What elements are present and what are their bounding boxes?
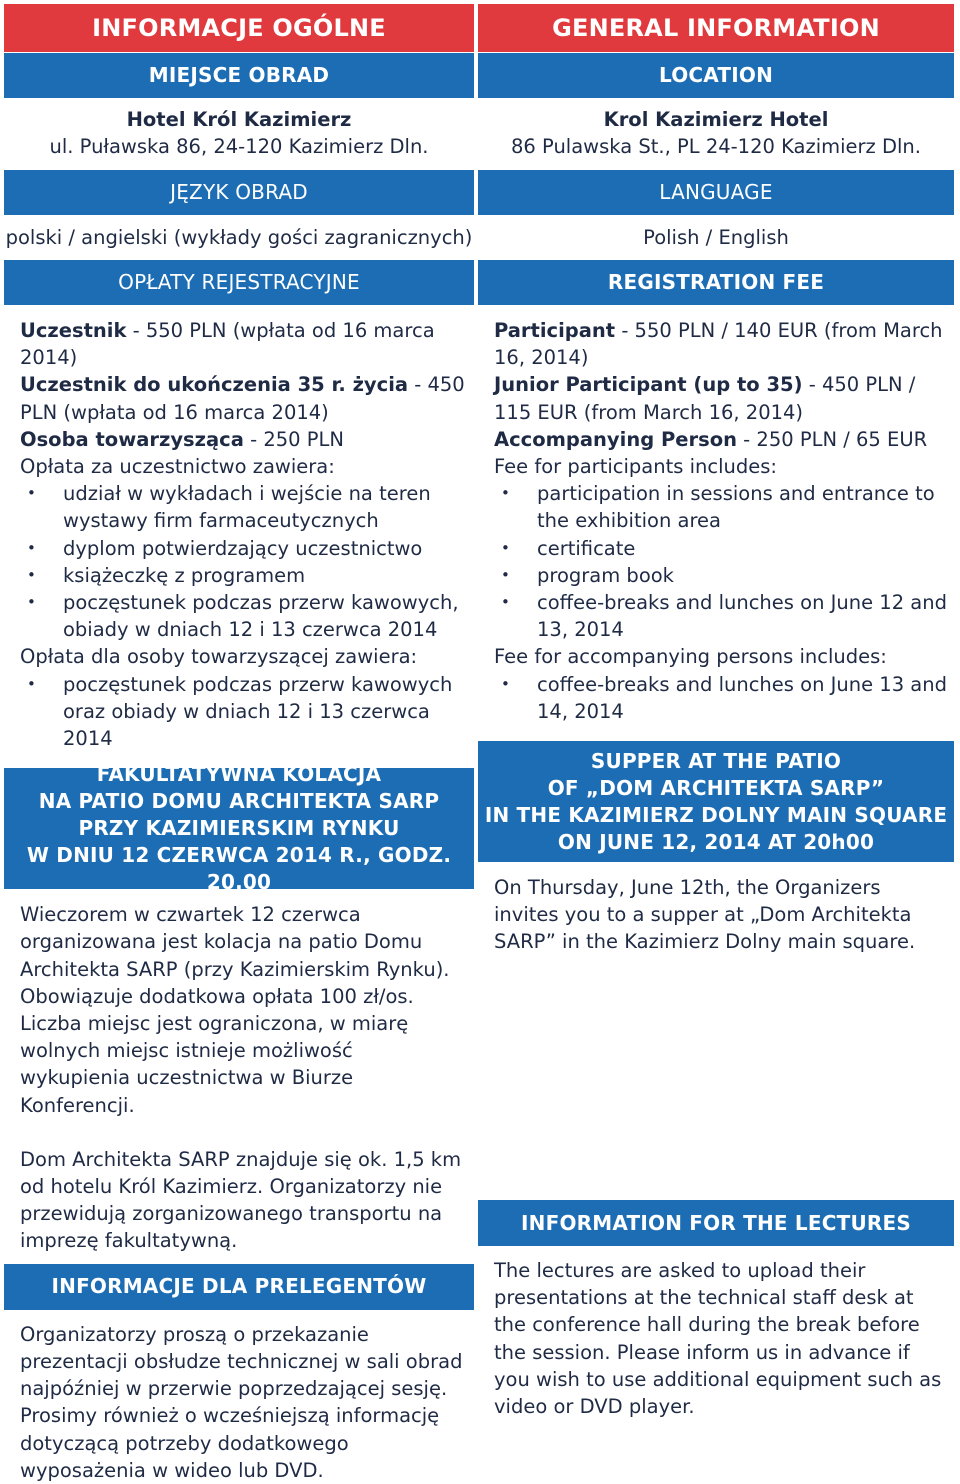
list-item: • certificate bbox=[537, 535, 948, 562]
en-supper-line: ON JUNE 12, 2014 AT 20h00 bbox=[557, 829, 875, 854]
en-fee-junior bbox=[494, 371, 948, 425]
en-fee-accompany-list bbox=[494, 671, 948, 725]
en-fee-accompany bbox=[494, 426, 948, 453]
en-fee-includes-list bbox=[494, 480, 948, 643]
pl-lecturers-header: INFORMACJE DLA PRELEGENTÓW bbox=[51, 1274, 427, 1299]
list-item: • coffee-breaks and lunches on June 12 and 13, 2014 bbox=[537, 589, 948, 643]
list-item: • książeczkę z programem bbox=[63, 562, 468, 589]
en-fee-junior-text: - 450 PLN / 115 EUR (from March 16, 2014) bbox=[494, 373, 916, 424]
pl-fee-accompany bbox=[20, 426, 468, 453]
pl-fee-junior-label: Uczestnik do ukończenia 35 r. życia bbox=[20, 373, 409, 397]
en-fee-header: REGISTRATION FEE bbox=[607, 270, 825, 294]
en-fee-accompany-text: - 250 PLN / 65 EUR bbox=[736, 427, 928, 451]
en-lecturers-header: INFORMATION FOR THE LECTURES bbox=[521, 1210, 911, 1235]
pl-lecturers-header-bar bbox=[4, 1264, 474, 1310]
pl-fee-accompany-text: - 250 PLN bbox=[243, 427, 344, 451]
pl-fee-junior bbox=[20, 371, 468, 425]
pl-language-text: polski / angielski (wykłady gości zagranicznych) bbox=[5, 226, 473, 249]
pl-lecturers-text2: Prosimy również o wcześniejszą informację dotyczącą potrzeby dodatkowego wyposażenia w wideo lub DVD. bbox=[20, 1404, 440, 1482]
en-location-header-bar bbox=[478, 53, 954, 98]
list-item: • udział w wykładach i wejście na teren wystawy firm farmaceutycznych bbox=[63, 480, 468, 534]
pl-supper-line: NA PATIO DOMU ARCHITEKTA SARP bbox=[38, 789, 440, 814]
pl-location-header-bar bbox=[4, 53, 474, 98]
en-fee-section bbox=[478, 317, 954, 725]
en-title-bar bbox=[478, 4, 954, 52]
en-venue-name: Krol Kazimierz Hotel bbox=[603, 108, 829, 131]
en-fee-participant bbox=[494, 317, 948, 371]
list-item: • coffee-breaks and lunches on June 13 and 14, 2014 bbox=[537, 671, 948, 725]
pl-lecturers-text: Organizatorzy proszą o przekazanie prezentacji obsłudze technicznej w sali obrad najpóźniej w przerwie poprzedzającej sesję. bbox=[20, 1322, 463, 1401]
pl-title: INFORMACJE OGÓLNE bbox=[92, 13, 386, 42]
pl-language-header-bar bbox=[4, 170, 474, 215]
en-language-header-bar bbox=[478, 170, 954, 215]
list-item: • dyplom potwierdzający uczestnictwo bbox=[63, 535, 468, 562]
en-venue-address: 86 Pulawska St., PL 24-120 Kazimierz Dln. bbox=[511, 135, 921, 158]
en-supper-header-bar bbox=[478, 741, 954, 862]
en-location-header: LOCATION bbox=[658, 63, 774, 87]
en-fee-accompany-label: Accompanying Person bbox=[494, 427, 737, 451]
en-venue bbox=[478, 106, 954, 160]
pl-venue bbox=[4, 106, 474, 160]
pl-fee-includes-intro: Opłata za uczestnictwo zawiera: bbox=[20, 455, 335, 479]
pl-location-header: MIEJSCE OBRAD bbox=[148, 63, 330, 87]
en-fee-accompany-intro: Fee for accompanying persons includes: bbox=[494, 645, 887, 669]
pl-supper-text2: Dom Architekta SARP znajduje się ok. 1,5 km od hotelu Król Kazimierz. Organizatorzy nie przewidują zorganizowanego transportu na imprezę fakultatywną. bbox=[20, 1147, 462, 1253]
pl-venue-name: Hotel Król Kazimierz bbox=[126, 108, 352, 131]
pl-fee-junior-text: - 450 PLN (wpłata od 16 marca 2014) bbox=[20, 373, 465, 424]
en-lecturers-text: The lectures are asked to upload their presentations at the technical staff desk at the conference hall during the break before the session. Please inform us in advance if you wish to use additional equipment such as video or DVD player. bbox=[494, 1259, 942, 1419]
pl-supper-header-bar bbox=[4, 762, 474, 895]
pl-fee-participant bbox=[20, 317, 468, 371]
list-item: • program book bbox=[537, 562, 948, 589]
pl-venue-address: ul. Puławska 86, 24-120 Kazimierz Dln. bbox=[49, 135, 429, 158]
pl-fee-accompany-label: Osoba towarzysząca bbox=[20, 427, 244, 451]
pl-fee-accompany-list bbox=[20, 671, 468, 753]
pl-fee-includes-list bbox=[20, 480, 468, 643]
en-lecturers-header-bar bbox=[478, 1200, 954, 1246]
pl-fee-accompany-intro: Opłata dla osoby towarzyszącej zawiera: bbox=[20, 645, 418, 669]
pl-supper-line: W DNIU 12 CZERWCA 2014 R., GODZ. 20.00 bbox=[26, 843, 452, 895]
pl-fee-header: OPŁATY REJESTRACYJNE bbox=[118, 270, 360, 294]
pl-supper-text: Wieczorem w czwartek 12 czerwca organizowana jest kolacja na patio Domu Architekta SARP (przy Kazimierskim Rynku). Obowiązuje dodatkowa opłata 100 zł/os. Liczba miejsc jest ograniczona, w miarę wolnych miejsc istnieje możliwość wykupienia uczestnictwa w Biurze Konferencji. bbox=[20, 903, 450, 1117]
en-supper-line: SUPPER AT THE PATIO bbox=[590, 748, 842, 773]
en-title: GENERAL INFORMATION bbox=[552, 13, 880, 42]
polish-column bbox=[4, 4, 474, 1484]
en-fee-participant-label: Participant bbox=[494, 319, 616, 342]
list-item: • poczęstunek podczas przerw kawowych oraz obiady w dniach 12 i 13 czerwca 2014 bbox=[63, 671, 468, 753]
pl-supper-line: PRZY KAZIMIERSKIM RYNKU bbox=[78, 816, 400, 841]
en-supper-line: OF „DOM ARCHITEKTA SARP” bbox=[547, 775, 885, 800]
en-fee-junior-label: Junior Participant (up to 35) bbox=[494, 373, 803, 397]
pl-fee-header-bar bbox=[4, 260, 474, 305]
en-supper-line: IN THE KAZIMIERZ DOLNY MAIN SQUARE bbox=[484, 802, 948, 827]
en-fee-includes-intro: Fee for participants includes: bbox=[494, 455, 777, 479]
pl-language-header: JĘZYK OBRAD bbox=[170, 180, 308, 204]
pl-fee-participant-label: Uczestnik bbox=[20, 319, 127, 342]
en-supper-text: On Thursday, June 12th, the Organizers invites you to a supper at „Dom Architekta SARP” in the Kazimierz Dolny main square. bbox=[494, 876, 916, 954]
list-item: • participation in sessions and entrance to the exhibition area bbox=[537, 480, 948, 534]
pl-title-bar bbox=[4, 4, 474, 52]
pl-supper-line: FAKULTATYWNA KOLACJA bbox=[96, 762, 382, 787]
english-column bbox=[478, 4, 954, 1420]
pl-fee-participant-text: - 550 PLN (wpłata od 16 marca 2014) bbox=[20, 319, 435, 370]
en-language-header: LANGUAGE bbox=[659, 180, 773, 204]
en-language-text: Polish / English bbox=[643, 226, 789, 249]
en-fee-participant-text: - 550 PLN / 140 EUR (from March 16, 2014) bbox=[494, 319, 943, 370]
pl-fee-section bbox=[4, 317, 474, 752]
en-fee-header-bar bbox=[478, 260, 954, 305]
list-item: • poczęstunek podczas przerw kawowych, obiady w dniach 12 i 13 czerwca 2014 bbox=[63, 589, 468, 643]
